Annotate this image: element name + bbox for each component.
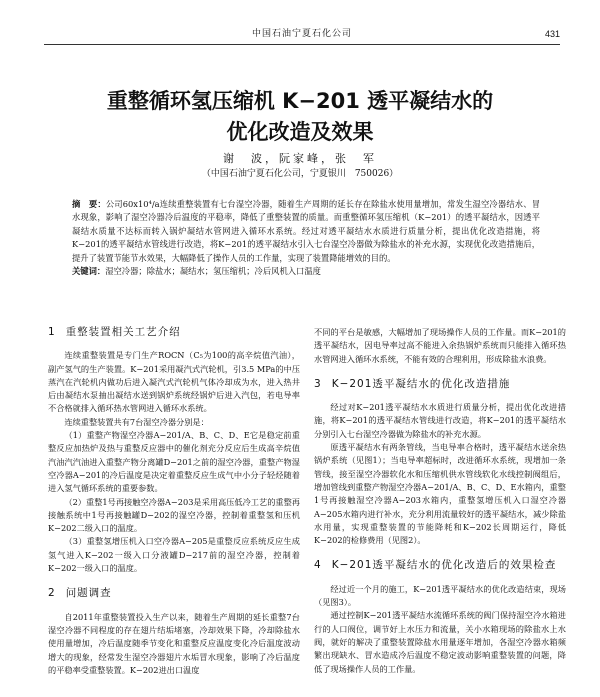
title-line-1: 重整循环氢压缩机 K−201 透平凝结水的 [106, 89, 494, 113]
section-heading [48, 326, 300, 339]
paragraph: 经过对K−201透平凝结水水质进行质量分析，提出优化改进措施，将K−201的透平凝结水管线进行改造，将K−201的透平凝结水分别引入七台湿空冷器做为除盐水的补充水源。 [314, 402, 566, 439]
paragraph: （1）重整产物湿空冷器A−201/A、B、C、D、E它是稳定前重整反应加热炉及热与重整反应器中的催化剂充分反应后生成高辛烷值汽油汽汽油进入重整产物分离罐D−201之前的湿空冷器，重整产物湿空冷器A−201的冷后温度是决定着重整反应生成气中小分子轻烃随着进入氢气循环系统的重要参数。 [48, 430, 300, 494]
section-number: 4 [314, 559, 322, 572]
paragraph: （2）重整1号再接触空冷器A−203是采用高压低冷工艺的重整再接触系统中1号再接触罐D−202的湿空冷器，控制着重整氢和压机K−202二级入口的温度。 [48, 496, 300, 534]
paragraph: 经过近一个月的施工，K−201透平凝结水的优化改造结束，现场（见图3）。 [314, 583, 566, 608]
running-header [44, 26, 560, 45]
author-list: 谢 波，阮家峰，张 军 [223, 152, 377, 165]
section-number: 2 [48, 587, 56, 600]
page-number: 431 [544, 29, 560, 39]
paragraph: 连续重整装置是专门生产ROCN（C₅为100的高辛烷值汽油），副产氢气的生产装置。K−201采用凝汽式汽轮机，引3.5 MPa的中压蒸汽在汽轮机内做功后进入凝汽式汽轮机气体冷却成为水，进入热井后由凝结水泵抽出凝结水送到锅炉系统经锅炉后进入汽包，若电导率不合格就排入循环热水管网进入循环水系统。 [48, 350, 300, 414]
abstract-block [72, 198, 540, 278]
journal-name: 中国石油宁夏石化公司 [251, 29, 352, 39]
paper-title [60, 86, 540, 148]
section-heading [314, 378, 566, 391]
section-title: 问题调查 [65, 587, 112, 600]
section-title: K−201透平凝结水的优化改造措施 [331, 377, 511, 390]
abstract-label: 摘 要： [72, 199, 106, 209]
paragraph: 通过控制K−201透平凝结水流循环系统的阀门保持湿空冷水箱进行的人口阀位，调节好上水压力和流量，关小水箱现场的除盐水上水阀，就好的解决了重整装置除盐水用量逐年增加，各湿空冷器水箱频繁出现缺水、冒水造成冷后温度不稳定波动影响重整装置的问题，降低了现场操作人员的工作量。 [314, 610, 566, 674]
right-column [314, 326, 566, 676]
keywords-label: 关键词： [72, 266, 106, 277]
left-column [48, 326, 300, 677]
keywords-text: 湿空冷器；除盐水；凝结水；氢压缩机；冷后风机入口温度 [105, 266, 321, 277]
section-title: K−201透平凝结水的优化改造后的效果检查 [331, 559, 557, 572]
abstract [72, 198, 540, 265]
abstract-text: 公司60x10⁴/a连续重整装置有七台湿空冷器，随着生产周期的延长存在除盐水使用量增加，常发生湿空冷器结水、冒水现象，影响了湿空冷器冷后温度的平稳率，降低了重整装置的质量。而重整循环氢压缩机（K−201）的透平凝结水，因透平凝结水质量不达标而转入锅炉凝结水管网进入循环水系统。经过对透平凝结水水质进行质量分析，提出优化改造措施，将K−201的透平凝结水管线进行改造，将K−201的透平凝结水引入七台湿空冷器做为除盐水的补充水源，实现优化改造措施后，提升了装置节能节水效果，大幅降低了操作人员的工作量，实现了装置降能增效的目的。 [72, 199, 540, 263]
keywords [72, 265, 540, 278]
paragraph: 连续重整装置共有7台湿空冷器分别是： [64, 416, 209, 427]
paragraph: 不同的平台是敏感，大幅增加了现场操作人员的工作量。而K−201的透平凝结水，因电导率过高不能进入余热锅炉系统而只能排入循环热水管网进入循环水系统，不能有效的合理利用，形成除盐水浪费。 [314, 327, 566, 364]
affiliation: （中国石油宁夏石化公司，宁夏银川 750026） [201, 169, 399, 179]
section-heading [48, 587, 300, 600]
paragraph: 自2011年重整装置投入生产以来，随着生产周期的延长重整7台湿空冷器不同程度的存在翅片结垢堵塞，冷却效果下降，冷却除盐水使用量增加，冷后温度随季节变化和重整反应温度变化冷后温度波动增大的现象，经常发生湿空冷器翅片水垢冒水现象，影响了冷后温度的平稳率受重整装置。K−202进出口温度 [48, 611, 300, 675]
section-number: 3 [314, 377, 322, 390]
paragraph: （3）重整氢增压机入口空冷器A−205是重整反应系统反应生成氢气进入K−202一级入口分液罐D−217前的湿空冷器，控制着K−202一级入口的温度。 [48, 536, 300, 574]
section-number: 1 [48, 326, 56, 338]
section-title: 重整装置相关工艺介绍 [65, 326, 181, 338]
title-line-2: 优化改造及效果 [226, 120, 374, 144]
paragraph: 原透平凝结水有两条管线，当电导率合格时，透平凝结水送余热锅炉系统（见图1）；当电导率超标时，改进循环水系统，现增加一条管线，接至湿空冷器软化水和压缩机供水管线软化水线控制阀组后，增加管线到重整产物湿空冷器A−201/A、B、C、D、E水箱内，重整1号再接触湿空冷器A−203水箱内，重整氢增压机入口湿空冷器A−205水箱内进行补水，充分利用流量较好的透平凝结水，减少除盐水用量，实现重整装置的节能降耗和K−202长周期运行，降低K−202的检修费用（见图2）。 [314, 442, 566, 546]
section-heading [314, 559, 566, 572]
